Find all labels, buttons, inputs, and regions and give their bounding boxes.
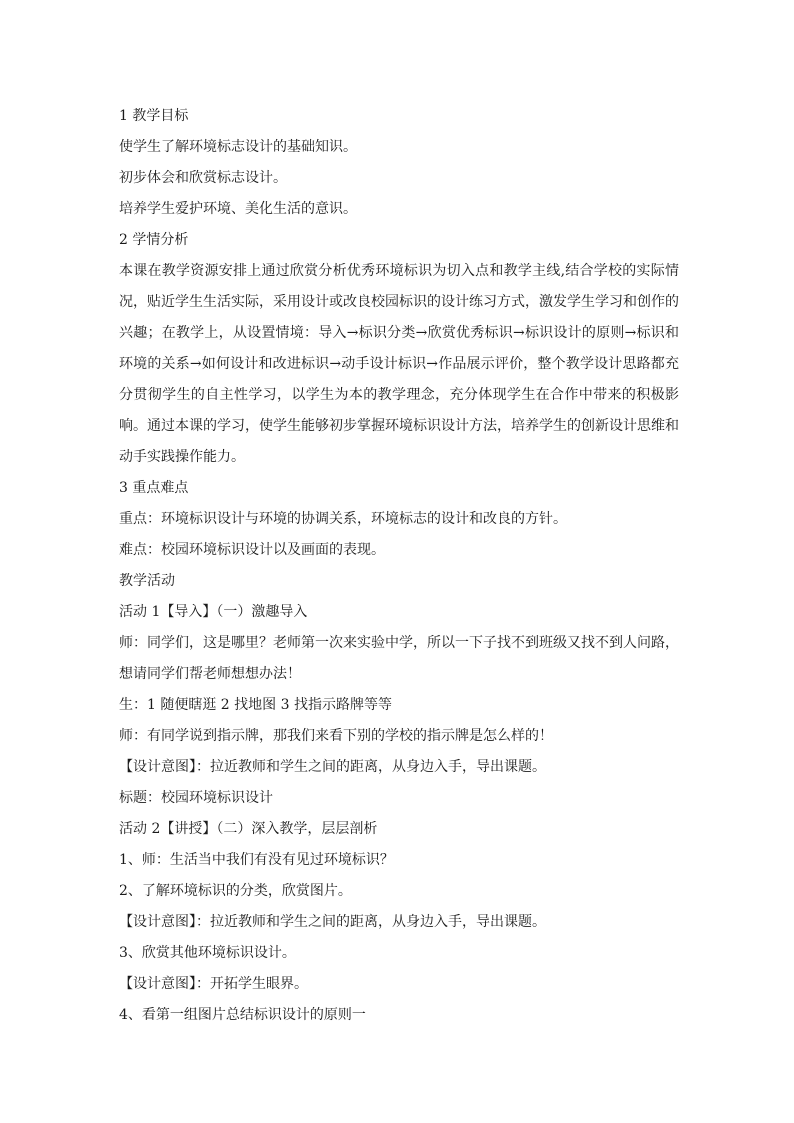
goal-item: 初步体会和欣赏标志设计。 (119, 170, 287, 186)
list-item: 4、看第一组图片总结标识设计的原则一 (119, 1007, 366, 1023)
goal-item: 培养学生爱护环境、美化生活的意识。 (119, 201, 357, 217)
goal-item: 使学生了解环境标志设计的基础知识。 (119, 139, 357, 155)
design-intent: 【设计意图】：拉近教师和学生之间的距离，从身边入手，导出课题。 (119, 914, 546, 930)
analysis-paragraph: 本课在教学资源安排上通过欣赏分析优秀环境标识为切入点和教学主线,结合学校的实际情况，贴近学生生活实际，采用设计或改良校园标识的设计练习方式，激发学生学习和创作的兴趣；在教学上，从设置情境：导入→标识分类→欣赏优秀标识→标识设计的原则→标识和环境的关系→如何设计和改进标识→动手设计标识→作品展示评价，整个教学设计思路都充分贯彻学生的自主性学习，以学生为本的教学理念，充分体现学生在合作中带来的积极影响。通过本课的学习，使学生能够初步掌握环境标识设计方法，培养学生的创新设计思维和动手实践操作能力。 (119, 263, 679, 465)
key-point-text: 重点：环境标识设计与环境的协调关系，环境标志的设计和改良的方针。 (119, 511, 567, 527)
activities-heading: 教学活动 (119, 573, 175, 589)
activity-2-heading: 活动 2【讲授】（二）深入教学，层层剖析 (119, 821, 378, 837)
design-intent: 【设计意图】：开拓学生眼界。 (119, 976, 308, 992)
section-heading-key-points: 3 重点难点 (119, 480, 189, 496)
difficulty-text: 难点：校园环境标识设计以及画面的表现。 (119, 542, 385, 558)
activity-1-heading: 活动 1【导入】（一）激趣导入 (119, 604, 308, 620)
teacher-line: 师：有同学说到指示牌，那我们来看下别的学校的指示牌是怎么样的！ (119, 728, 553, 744)
list-item: 2、了解环境标识的分类，欣赏图片。 (119, 883, 352, 899)
design-intent: 【设计意图】：拉近教师和学生之间的距离，从身边入手，导出课题。 (119, 759, 546, 775)
list-item: 3、欣赏其他环境标识设计。 (119, 945, 296, 961)
section-heading-analysis: 2 学情分析 (119, 232, 189, 248)
students-line: 生：1 随便瞎逛 2 找地图 3 找指示路牌等等 (119, 697, 392, 713)
document-body (119, 101, 679, 1031)
list-item: 1、师：生活当中我们有没有见过环境标识？ (119, 852, 394, 868)
teacher-line: 师：同学们，这是哪里？老师第一次来实验中学，所以一下子找不到班级又找不到人问路，想请同学们帮老师想想办法！ (119, 635, 679, 682)
section-heading-goals: 1 教学目标 (119, 108, 189, 124)
lesson-title: 标题：校园环境标识设计 (119, 790, 273, 806)
